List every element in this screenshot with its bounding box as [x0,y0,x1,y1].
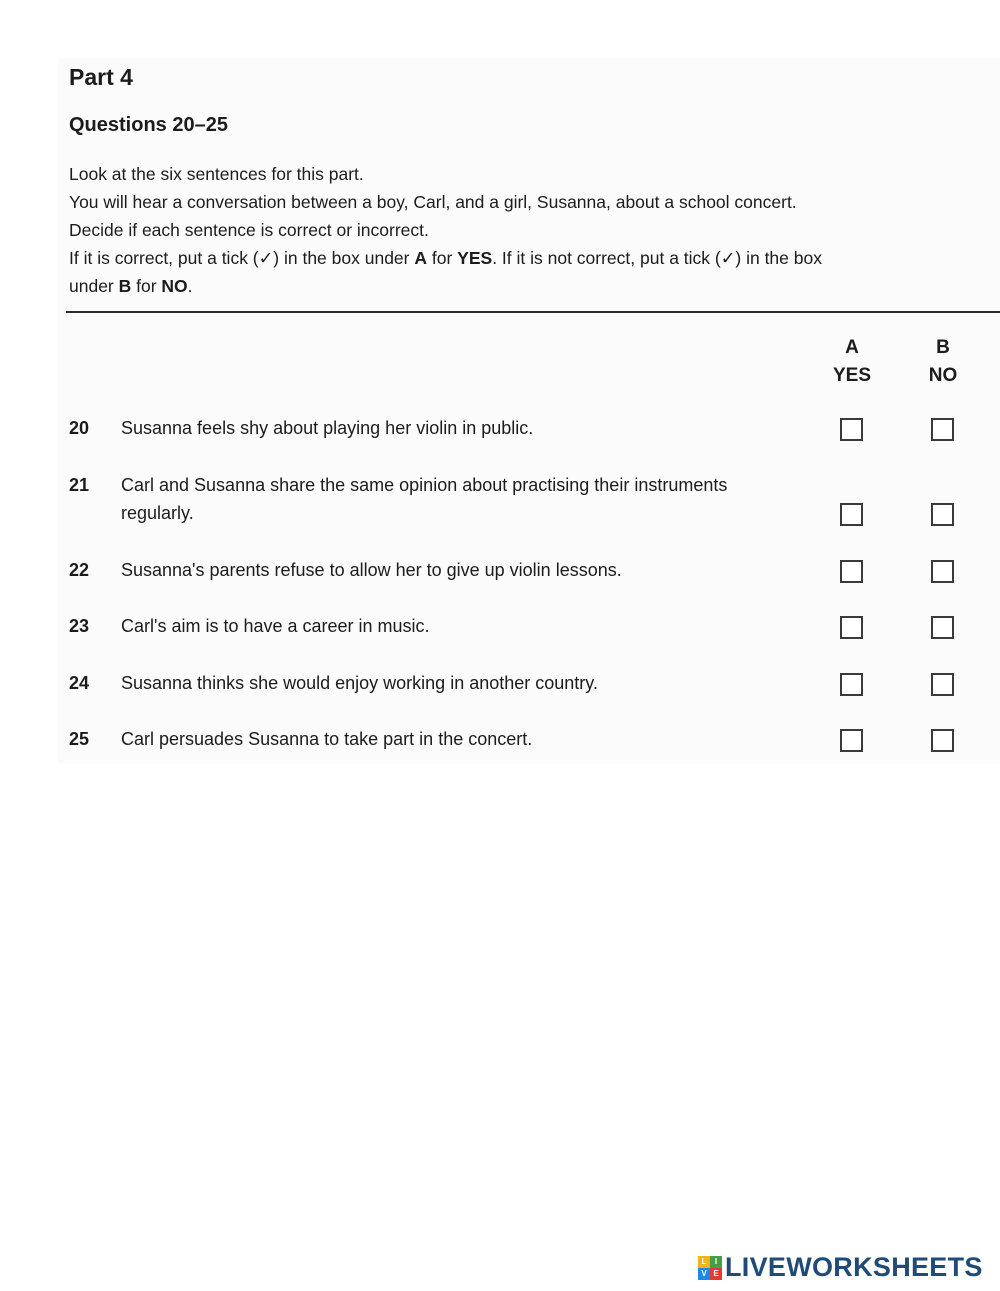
part-title: Part 4 [69,64,133,90]
logo-tile-v: V [698,1268,710,1280]
instruction-text: for [131,276,162,296]
answer-box-a[interactable] [840,673,863,696]
column-a-label: YES [832,365,872,386]
instructions [69,160,999,300]
question-text: Carl's aim is to have a career in music. [121,616,430,636]
question-number: 23 [69,616,90,636]
question-number: 21 [69,475,90,495]
logo-tile-e: E [710,1268,722,1280]
brand-name: LIVEWORKSHEETS [725,1252,983,1282]
column-b-letter: B [936,337,950,358]
question-text: Susanna feels shy about playing her violin in public. [121,418,534,438]
instruction-line-1: Look at the six sentences for this part. [69,164,364,184]
instruction-text: under [69,276,119,296]
instruction-text: If it is correct, put a tick (✓) in the box under [69,248,415,268]
instruction-line-2: You will hear a conversation between a boy, Carl, and a girl, Susanna, about a school concert. [69,192,797,212]
logo-tile-l: L [698,1256,710,1268]
answer-box-b[interactable] [931,560,954,583]
answer-box-b[interactable] [931,616,954,639]
answer-box-a[interactable] [840,503,863,526]
instruction-line-4 [69,244,999,272]
instruction-text: . If it is not correct, put a tick (✓) in the box [492,248,822,268]
question-number: 22 [69,560,90,580]
answer-box-b[interactable] [931,418,954,441]
answer-box-a[interactable] [840,616,863,639]
answer-box-b[interactable] [931,503,954,526]
logo-tile-i: I [710,1256,722,1268]
divider-rule [66,311,1000,313]
question-text: Susanna's parents refuse to allow her to give up violin lessons. [121,560,622,580]
question-text: Susanna thinks she would enjoy working in another country. [121,673,598,693]
questions-title: Questions 20–25 [69,114,228,136]
answer-box-b[interactable] [931,729,954,752]
instruction-bold-yes: YES [457,248,493,268]
question-text: Carl persuades Susanna to take part in the concert. [121,729,533,749]
instruction-line-3: Decide if each sentence is correct or incorrect. [69,220,429,240]
liveworksheets-brand [698,1252,983,1283]
instruction-line-5 [69,272,999,300]
answer-box-b[interactable] [931,673,954,696]
question-text: Carl and Susanna share the same opinion about practising their instruments regularly. [121,475,728,523]
answer-box-a[interactable] [840,418,863,441]
liveworksheets-logo-icon [698,1256,722,1280]
column-b-header [913,334,973,390]
answer-box-a[interactable] [840,560,863,583]
column-a-letter: A [845,337,859,358]
instruction-bold-b: B [118,276,132,296]
question-number: 24 [69,673,90,693]
instruction-bold-a: A [414,248,427,268]
instruction-bold-no: NO [161,276,188,296]
question-number: 25 [69,729,90,749]
answer-box-a[interactable] [840,729,863,752]
instruction-text: . [187,276,193,296]
column-b-label: NO [928,365,958,386]
question-number: 20 [69,418,90,438]
column-a-header [822,334,882,390]
instruction-text: for [427,248,458,268]
